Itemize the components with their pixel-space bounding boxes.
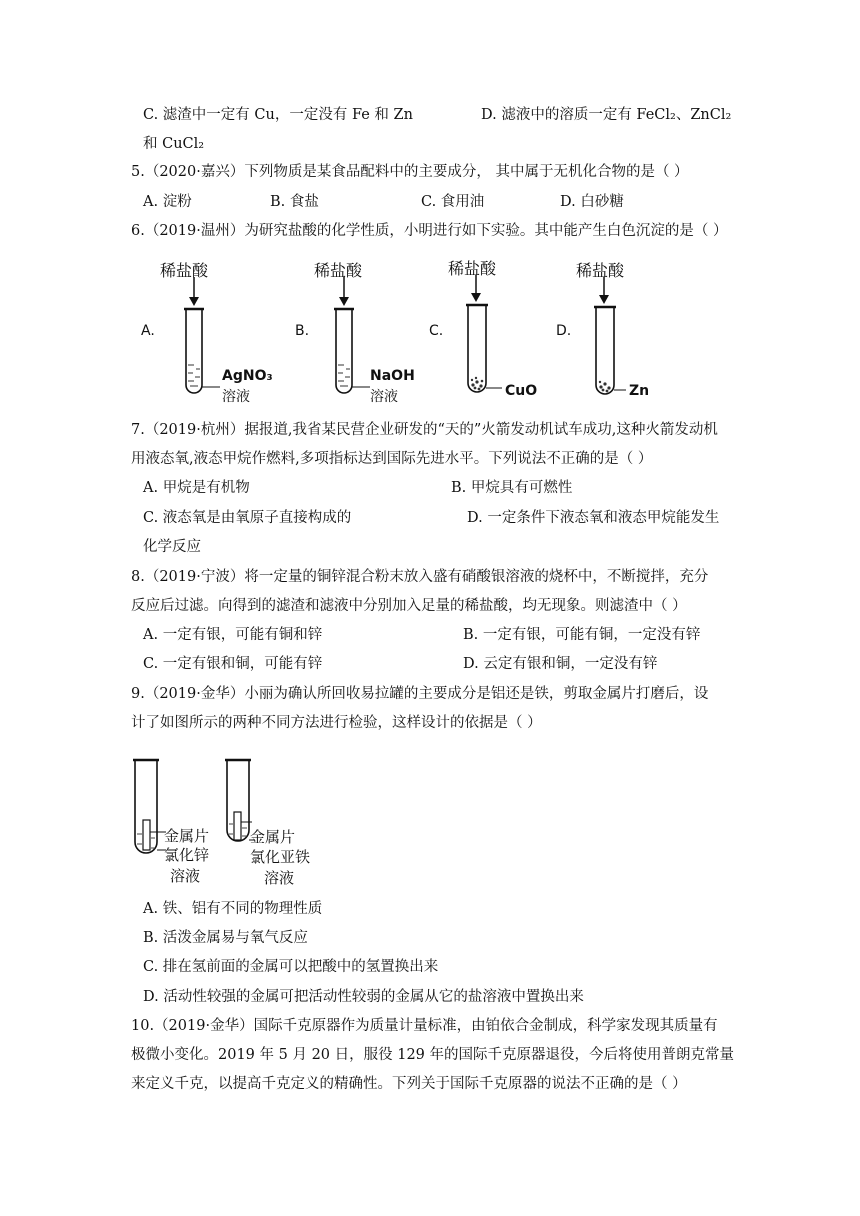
- q6-tube-d-reagent: 稀盐酸: [576, 261, 625, 280]
- q5-option-c: C. 食用油: [421, 194, 485, 210]
- q9-option-b: B. 活泼金属易与氧气反应: [143, 930, 308, 946]
- q9-tube2-label1: 金属片: [250, 828, 296, 846]
- q9-tube1-label2: 氯化锌: [164, 846, 210, 864]
- q7-option-d-continued: 化学反应: [143, 539, 201, 555]
- q9-stem-line2: 计了如图所示的两种不同方法进行检验，这样设计的依据是（ ）: [131, 715, 542, 731]
- q6-tube-c-label1: CuO: [505, 383, 538, 399]
- q4-option-c: C. 滤渣中一定有 Cu，一定没有 Fe 和 Zn: [143, 107, 413, 123]
- q8-stem-line2: 反应后过滤。向得到的滤渣和滤液中分别加入足量的稀盐酸，均无现象。则滤渣中（ ）: [131, 598, 687, 614]
- q4-option-d: D. 滤液中的溶质一定有 FeCl₂、ZnCl₂: [481, 107, 732, 123]
- q6-tube-a-label2: 溶液: [222, 389, 250, 405]
- q9-option-d: D. 活动性较强的金属可把活动性较弱的金属从它的盐溶液中置换出来: [143, 989, 584, 1005]
- q6-tube-b-letter: B.: [295, 323, 310, 339]
- q5-stem: 5.（2020·嘉兴）下列物质是某食品配料中的主要成分， 其中属于无机化合物的是（ ）: [131, 164, 689, 180]
- q9-tube1-label1: 金属片: [164, 827, 210, 845]
- q5-option-b: B. 食盐: [270, 194, 319, 210]
- q6-tube-b-reagent: 稀盐酸: [314, 261, 363, 280]
- q7-stem-line2: 用液态氧,液态甲烷作燃料,多项指标达到国际先进水平。下列说法不正确的是（ ）: [131, 451, 653, 467]
- q6-tube-c-diagram: [452, 273, 512, 408]
- q8-option-d: D. 云定有银和铜，一定没有锌: [463, 656, 658, 672]
- q7-option-a: A. 甲烷是有机物: [143, 480, 250, 496]
- q6-tube-a-letter: A.: [141, 323, 155, 339]
- q9-option-c: C. 排在氢前面的金属可以把酸中的氢置换出来: [143, 959, 439, 975]
- q6-tube-d-letter: D.: [556, 323, 572, 339]
- q7-option-d: D. 一定条件下液态氧和液态甲烷能发生: [467, 510, 720, 526]
- q7-stem-line1: 7.（2019·杭州）据报道,我省某民营企业研发的“天的”火箭发动机试车成功,这种火箭发动机: [131, 422, 718, 438]
- q9-tube1-label3: 溶液: [170, 867, 201, 885]
- q6-tube-c-letter: C.: [429, 323, 444, 339]
- q7-option-c: C. 液态氧是由氧原子直接构成的: [143, 510, 352, 526]
- q6-tube-b-label1: NaOH: [370, 368, 415, 384]
- q6-tube-a-reagent: 稀盐酸: [160, 261, 209, 280]
- q8-option-b: B. 一定有银，可能有铜，一定没有锌: [463, 627, 701, 643]
- q10-stem-line1: 10.（2019·金华）国际千克原器作为质量计量标准，由铂依合金制成，科学家发现其质量有: [131, 1018, 718, 1034]
- q4-option-d-continued: 和 CuCl₂: [143, 136, 205, 152]
- q9-stem-line1: 9.（2019·金华）小丽为确认所回收易拉罐的主要成分是铝还是铁，剪取金属片打磨后，设: [131, 686, 709, 702]
- q6-tube-c-reagent: 稀盐酸: [448, 259, 497, 278]
- q9-tube2-label2: 氯化亚铁: [250, 848, 311, 866]
- q9-option-a: A. 铁、铝有不同的物理性质: [143, 901, 323, 917]
- q6-tube-b-label2: 溶液: [370, 389, 398, 405]
- q9-tube2-label3: 溶液: [264, 869, 295, 887]
- q8-option-a: A. 一定有银，可能有铜和锌: [143, 627, 323, 643]
- q8-stem-line1: 8.（2019·宁波）将一定量的铜锌混合粉末放入盛有硝酸银溶液的烧杯中，不断搅拌，充分: [131, 569, 709, 585]
- q6-tube-a-label1: AgNO₃: [222, 368, 273, 384]
- q6-tube-d-label1: Zn: [629, 383, 650, 399]
- q7-option-b: B. 甲烷具有可燃性: [451, 480, 573, 496]
- q5-option-a: A. 淀粉: [143, 194, 192, 210]
- q8-option-c: C. 一定有银和铜，可能有锌: [143, 656, 323, 672]
- q10-stem-line2: 极微小变化。2019 年 5 月 20 日，服役 129 年的国际千克原器退役，今后将使用普朗克常量: [131, 1047, 735, 1063]
- q10-stem-line3: 来定义千克，以提高千克定义的精确性。下列关于国际千克原器的说法不正确的是（ ）: [131, 1076, 687, 1092]
- q6-stem: 6.（2019·温州）为研究盐酸的化学性质，小明进行如下实验。其中能产生白色沉淀的是（ ）: [131, 223, 728, 239]
- q5-option-d: D. 白砂糖: [560, 194, 624, 210]
